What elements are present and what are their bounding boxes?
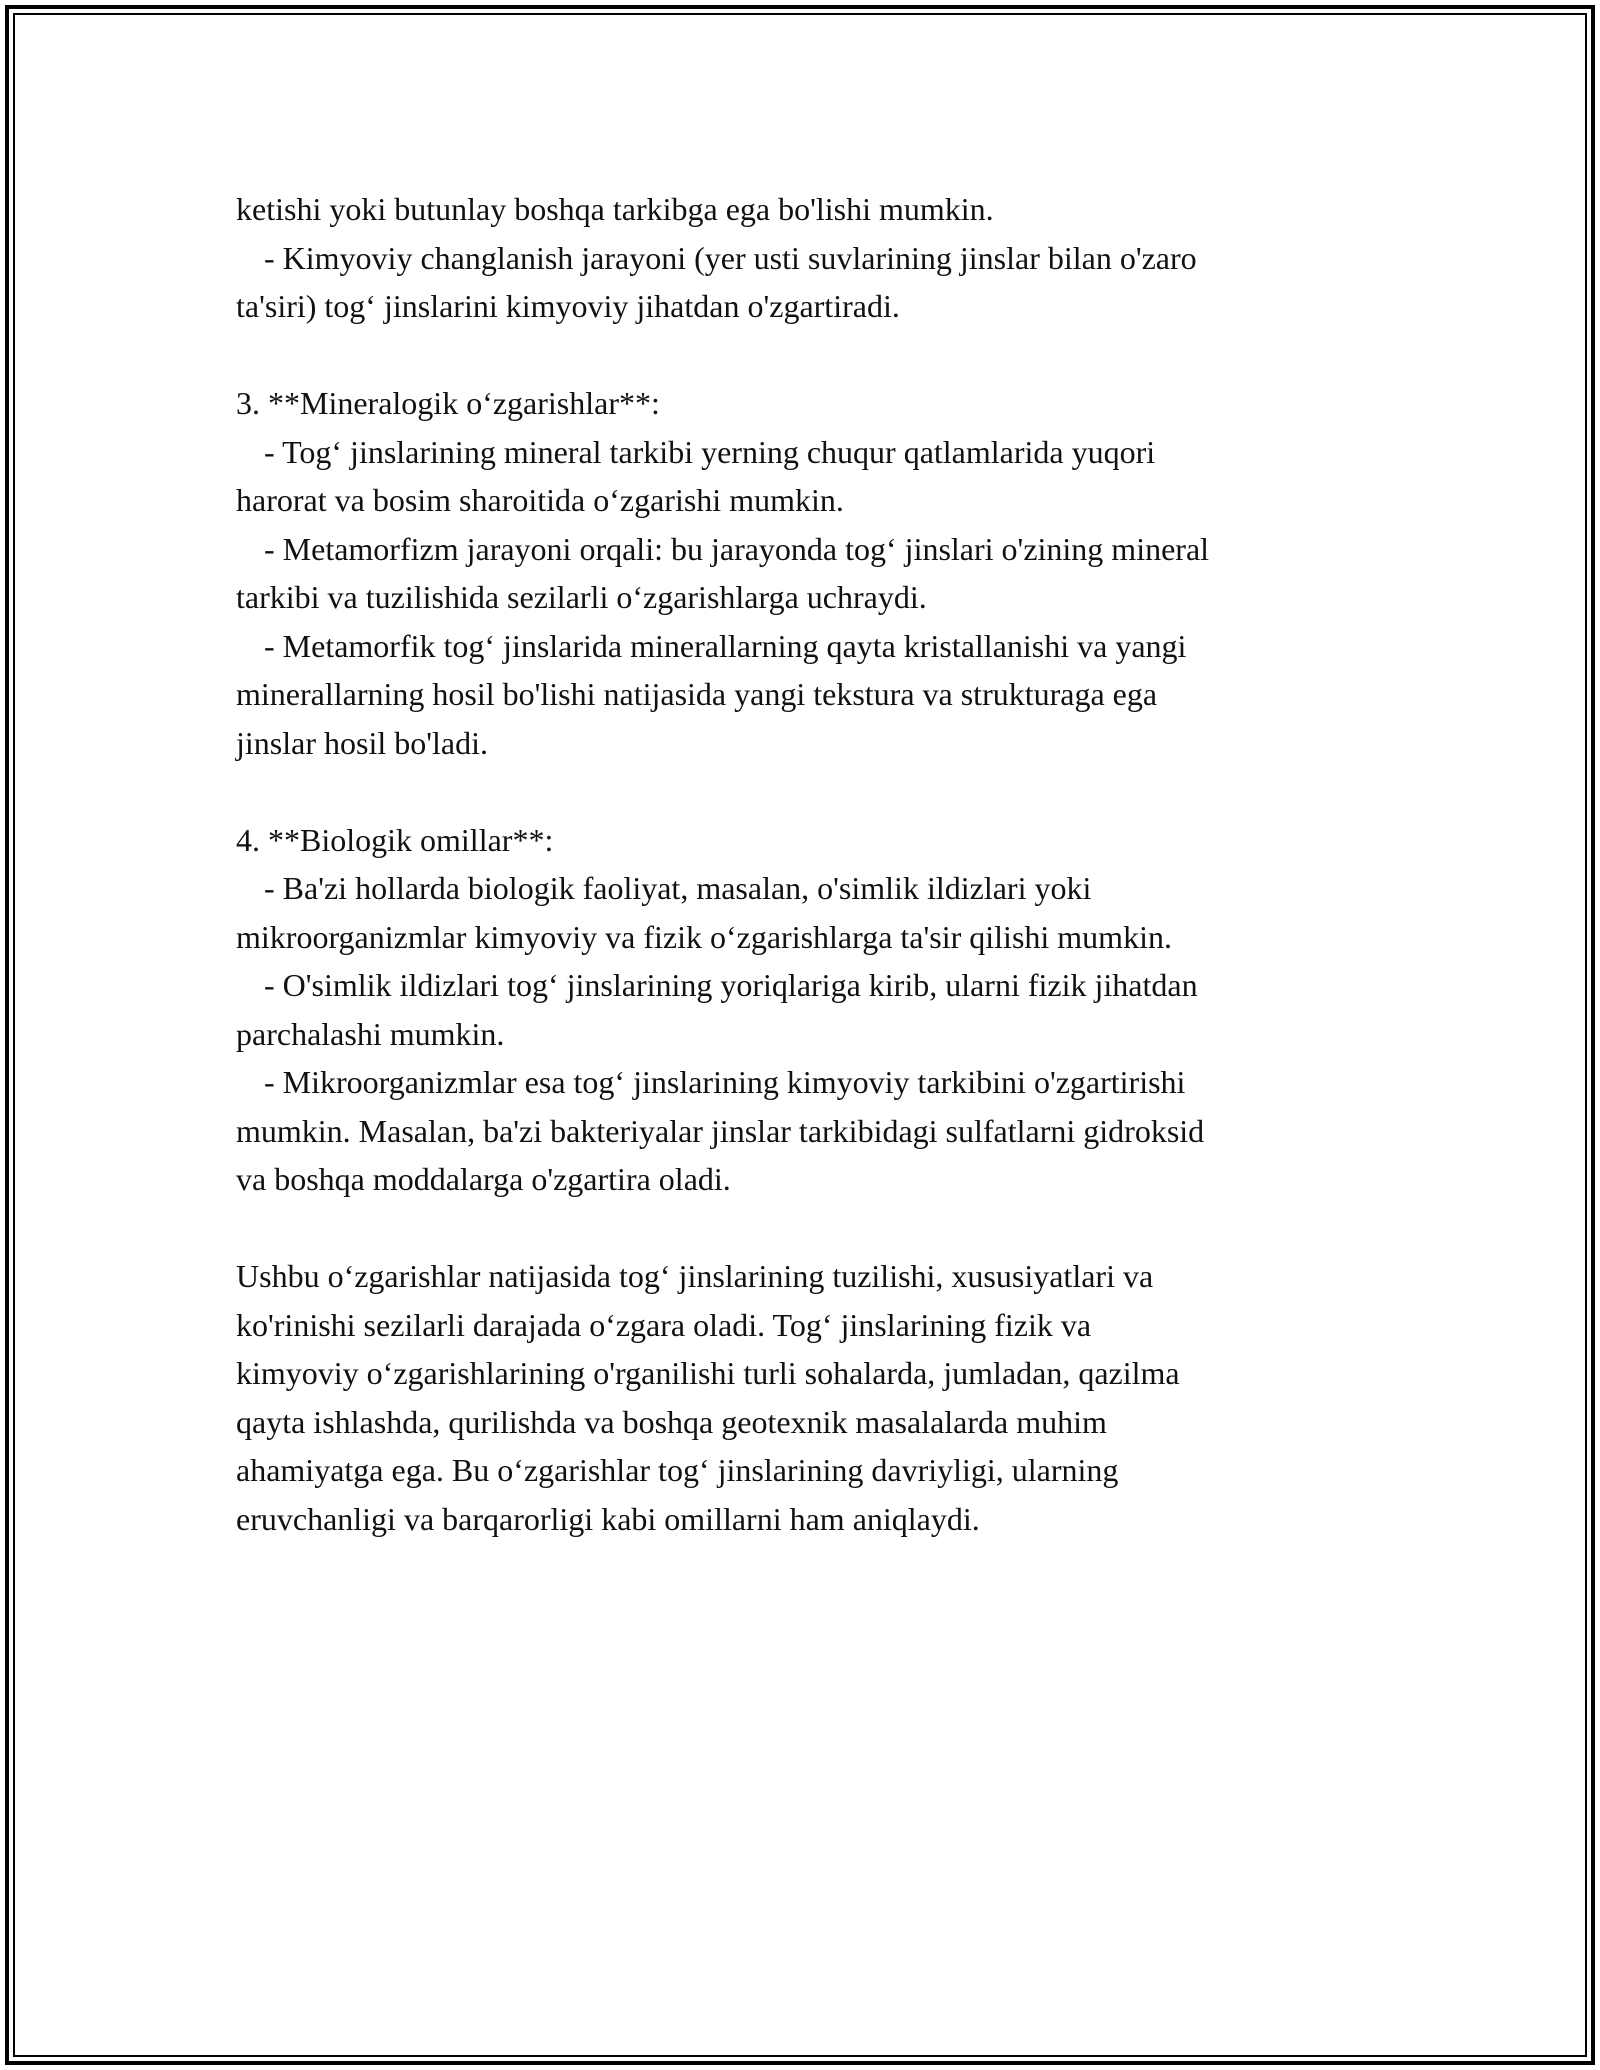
text-line: mumkin. Masalan, ba'zi bakteriyalar jinslar tarkibidagi sulfatlarni gidroksid	[236, 1112, 1205, 1149]
conclusion-line: eruvchanligi va barqarorligi kabi omillarni ham aniqlaydi.	[236, 1500, 980, 1537]
paragraph-gap	[236, 1204, 1376, 1253]
text-line: ta'siri) tog‘ jinslarini kimyoviy jihatdan o'zgartiradi.	[236, 288, 900, 324]
text-line: minerallarning hosil bo'lishi natijasida yangi tekstura va strukturaga ega	[236, 676, 1158, 712]
text-line: parchalashi mumkin.	[236, 1015, 505, 1052]
bullet-line: - Metamorfizm jarayoni orqali: bu jarayonda tog‘ jinslari o'zining mineral	[264, 530, 1210, 567]
document-body	[236, 185, 1376, 1543]
paragraph-gap	[236, 331, 1376, 380]
text-line: harorat va bosim sharoitida o‘zgarishi mumkin.	[236, 482, 844, 518]
section-heading-mineralogik: 3. **Mineralogik o‘zgarishlar**:	[236, 385, 660, 421]
text-line: jinslar hosil bo'ladi.	[236, 724, 488, 761]
bullet-line: - Metamorfik tog‘ jinslarida minerallarning qayta kristallanishi va yangi	[264, 627, 1187, 664]
conclusion-line: ahamiyatga ega. Bu o‘zgarishlar tog‘ jinslarining davriyligi, ularning	[236, 1452, 1119, 1488]
text-line: ketishi yoki butunlay boshqa tarkibga ega bo'lishi mumkin.	[236, 191, 994, 227]
bullet-line: - O'simlik ildizlari tog‘ jinslarining yoriqlariga kirib, ularni fizik jihatdan	[264, 967, 1198, 1003]
conclusion-line: Ushbu o‘zgarishlar natijasida tog‘ jinslarining tuzilishi, xususiyatlari va	[236, 1258, 1154, 1294]
bullet-line: - Tog‘ jinslarining mineral tarkibi yerning chuqur qatlamlarida yuqori	[264, 433, 1156, 470]
conclusion-line: ko'rinishi sezilarli darajada o‘zgara oladi. Tog‘ jinslarining fizik va	[236, 1306, 1092, 1343]
bullet-line: - Mikroorganizmlar esa tog‘ jinslarining kimyoviy tarkibini o'zgartirishi	[264, 1064, 1186, 1100]
text-line: mikroorganizmlar kimyoviy va fizik o‘zgarishlarga ta'sir qilishi mumkin.	[236, 918, 1172, 955]
bullet-line: - Ba'zi hollarda biologik faoliyat, masalan, o'simlik ildizlari yoki	[264, 870, 1092, 906]
conclusion-line: kimyoviy o‘zgarishlarining o'rganilishi turli sohalarda, jumladan, qazilma	[236, 1355, 1180, 1391]
paragraph-gap	[236, 767, 1376, 816]
text-line: tarkibi va tuzilishida sezilarli o‘zgarishlarga uchraydi.	[236, 579, 927, 615]
text-line: va boshqa moddalarga o'zgartira oladi.	[236, 1161, 731, 1197]
bullet-line: - Kimyoviy changlanish jarayoni (yer usti suvlarining jinslar bilan o'zaro	[264, 239, 1197, 276]
conclusion-line: qayta ishlashda, qurilishda va boshqa geotexnik masalalarda muhim	[236, 1403, 1107, 1440]
section-heading-biologik: 4. **Biologik omillar**:	[236, 821, 554, 858]
